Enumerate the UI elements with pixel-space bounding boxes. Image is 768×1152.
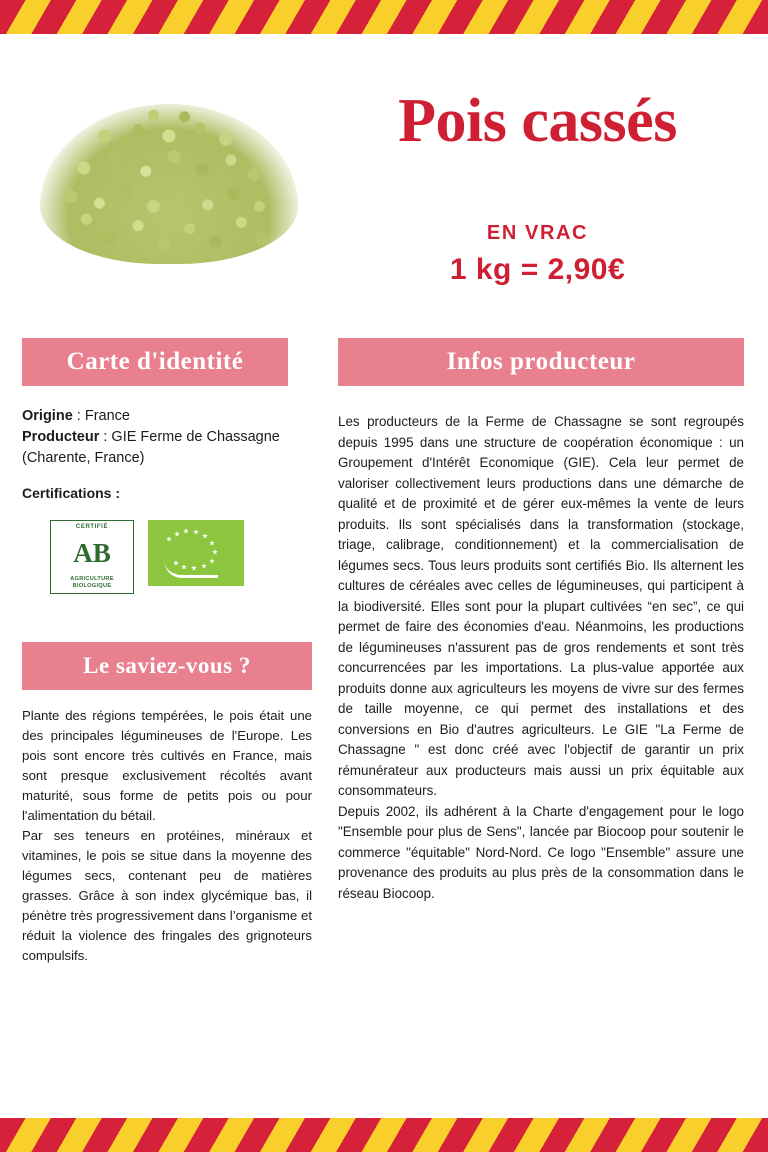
ab-logo-bottom-text: AGRICULTURE BIOLOGIQUE: [70, 576, 114, 589]
eu-organic-leaf-logo-icon: [148, 520, 244, 586]
origin-row: [22, 406, 314, 427]
producer-row: [22, 427, 314, 469]
price-label: 1 kg = 2,90€: [449, 253, 626, 286]
section-header-identity: Carte d'identité: [22, 338, 288, 386]
certification-logos: [50, 520, 244, 594]
section-header-producer: Infos producteur: [338, 338, 744, 386]
decorative-stripe-top: [0, 0, 768, 34]
did-you-know-body: [22, 706, 312, 966]
split-peas-photo: [22, 74, 312, 284]
producer-paragraph: Les producteurs de la Ferme de Chassagne se sont regroupés depuis 1995 dans une structure de coopération économique : un Groupement d'Intérêt Economique (GIE). Cela leur permet de valoriser collectivement leurs productions dans une démarche de qualité et de proximité et de gérer eux-mêmes la vente de leurs produits. Ils sont spécialisés dans la transformation (stockage, triage, calibrage, conditionnement) et la commercialisation de légumes secs. Tous leurs produits sont certifiés Bio. Ils alternent les cultures de céréales avec celles de légumineuses, qui participent à la biodiversité. Elles sont pour la plupart cultivées “en sec”, ce qui permet de faire des économies d'eau. Néanmoins, les productions de légumineuses n'assurent pas de gros rendements et sont très concurrencées par les importations. La plus-value apportée aux produits donne aux agriculteurs les moyens de vivre sur des fermes de taille moyenne, ce qui permet des installations et des conversions en Bio d'autres agriculteurs. Le GIE "La Ferme de Chassagne " est donc créé avec l'objectif de garantir un prix rémunérateur aux producteurs mais aussi un prix équitable aux consommateurs.: [338, 414, 744, 798]
identity-body: [22, 406, 314, 504]
eu-leaf-stem: [164, 560, 218, 578]
producer-body: [338, 412, 744, 904]
producer-value: : GIE Ferme de Chassagne (Charente, France): [22, 429, 280, 466]
did-you-know-paragraph: Plante des régions tempérées, le pois était une des principales légumineuses de l'Europe. Les pois sont encore très cultivés en France, mais sont presque exclusivement récoltés avant maturité, sous forme de petits pois ou pour l'alimentation du bétail.: [22, 708, 312, 823]
bulk-label: EN VRAC: [486, 222, 589, 244]
section-header-did-you-know: Le saviez-vous ?: [22, 642, 312, 690]
pea-pile-graphic: [40, 104, 298, 264]
ab-logo-top-text: CERTIFIÉ: [75, 524, 109, 530]
page-title: Pois cassés: [398, 87, 677, 155]
ab-logo-main-text: AB: [73, 538, 111, 568]
decorative-stripe-bottom: [0, 1118, 768, 1152]
title-block: [330, 86, 745, 287]
did-you-know-paragraph: Par ses teneurs en protéines, minéraux et vitamines, le pois se situe dans la moyenne des légumes secs, contenant peu de matières grasses. Grâce à son index glycémique bas, il pénètre très progressivement dans l’organisme et réduit la violence des fringales des grignoteurs compulsifs.: [22, 828, 312, 963]
producer-paragraph: Depuis 2002, ils adhérent à la Charte d'engagement pour le logo "Ensemble pour plus de Sens", lancée par Biocoop pour soutenir le commerce "équitable" Nord-Nord. Ce logo "Ensemble" assure une provenance des produits au plus près de la consommation dans le réseau Biocoop.: [338, 803, 744, 901]
producer-label: Producteur: [22, 429, 100, 445]
ab-organic-logo-icon: [50, 520, 134, 594]
origin-label: Origine: [22, 408, 73, 424]
origin-value: : France: [72, 408, 130, 424]
header-section: [0, 34, 768, 324]
certifications-label: Certifications :: [22, 485, 121, 501]
